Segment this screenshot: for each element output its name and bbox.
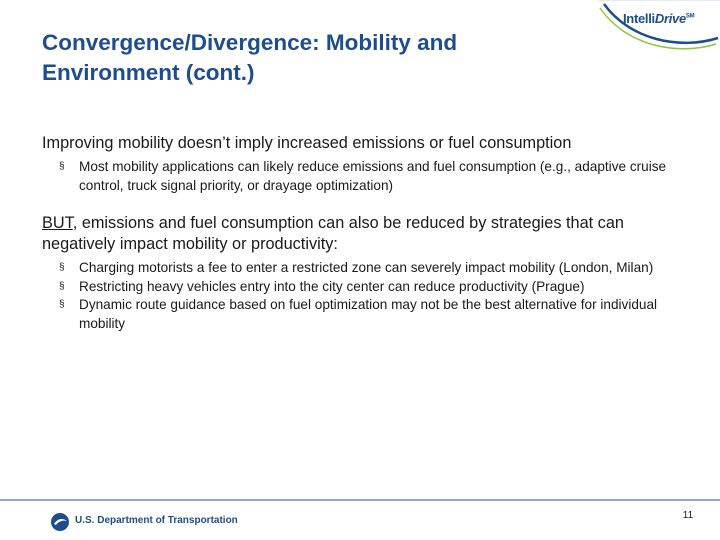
point-2-lead: BUT bbox=[42, 214, 73, 232]
logo-trademark: SM bbox=[685, 13, 695, 20]
point-2-sub-2-text: Restricting heavy vehicles entry into the city center can reduce productivity (Prague) bbox=[79, 278, 585, 294]
footer-divider bbox=[0, 499, 720, 501]
point-2-sub-1 bbox=[42, 259, 692, 278]
point-2-sub-2 bbox=[42, 278, 692, 297]
title-line-1: Convergence/Divergence: Mobility and bbox=[42, 30, 458, 55]
logo-text-drive: Drive bbox=[654, 11, 686, 26]
point-2 bbox=[42, 213, 692, 255]
point-1-sub-1-text: Most mobility applications can likely reduce emissions and fuel consumption (e.g., adaptive cruise control, truck signal priority, or drayage optimization) bbox=[79, 159, 667, 193]
bullet-icon: § bbox=[59, 280, 65, 292]
point-2-sub-3 bbox=[42, 296, 692, 333]
footer-org: U.S. Department of Transportation bbox=[75, 515, 238, 526]
point-1: Improving mobility doesn’t imply increased emissions or fuel consumption bbox=[42, 134, 572, 152]
title-line-2: Environment (cont.) bbox=[42, 60, 255, 85]
point-2-sub-1-text: Charging motorists a fee to enter a restricted zone can severely impact mobility (London, Milan) bbox=[79, 260, 654, 275]
intellidrive-logo bbox=[590, 0, 720, 70]
logo-text-intelli: Intelli bbox=[623, 11, 655, 26]
page-number: 11 bbox=[682, 510, 694, 521]
bullet-icon: § bbox=[59, 299, 65, 310]
point-2-text: , emissions and fuel consumption can also be reduced by strategies that can negatively impact mobility or productivity: bbox=[42, 214, 624, 253]
bullet-icon: § bbox=[59, 161, 65, 172]
point-1-sub-1 bbox=[42, 158, 692, 195]
dot-logo-icon bbox=[50, 512, 70, 532]
slide-body bbox=[42, 133, 692, 333]
bullet-icon: § bbox=[59, 262, 65, 273]
slide-title bbox=[42, 28, 562, 88]
point-2-sub-3-text: Dynamic route guidance based on fuel optimization may not be the best alternative for individual mobility bbox=[79, 297, 658, 331]
logo-text bbox=[623, 11, 694, 26]
